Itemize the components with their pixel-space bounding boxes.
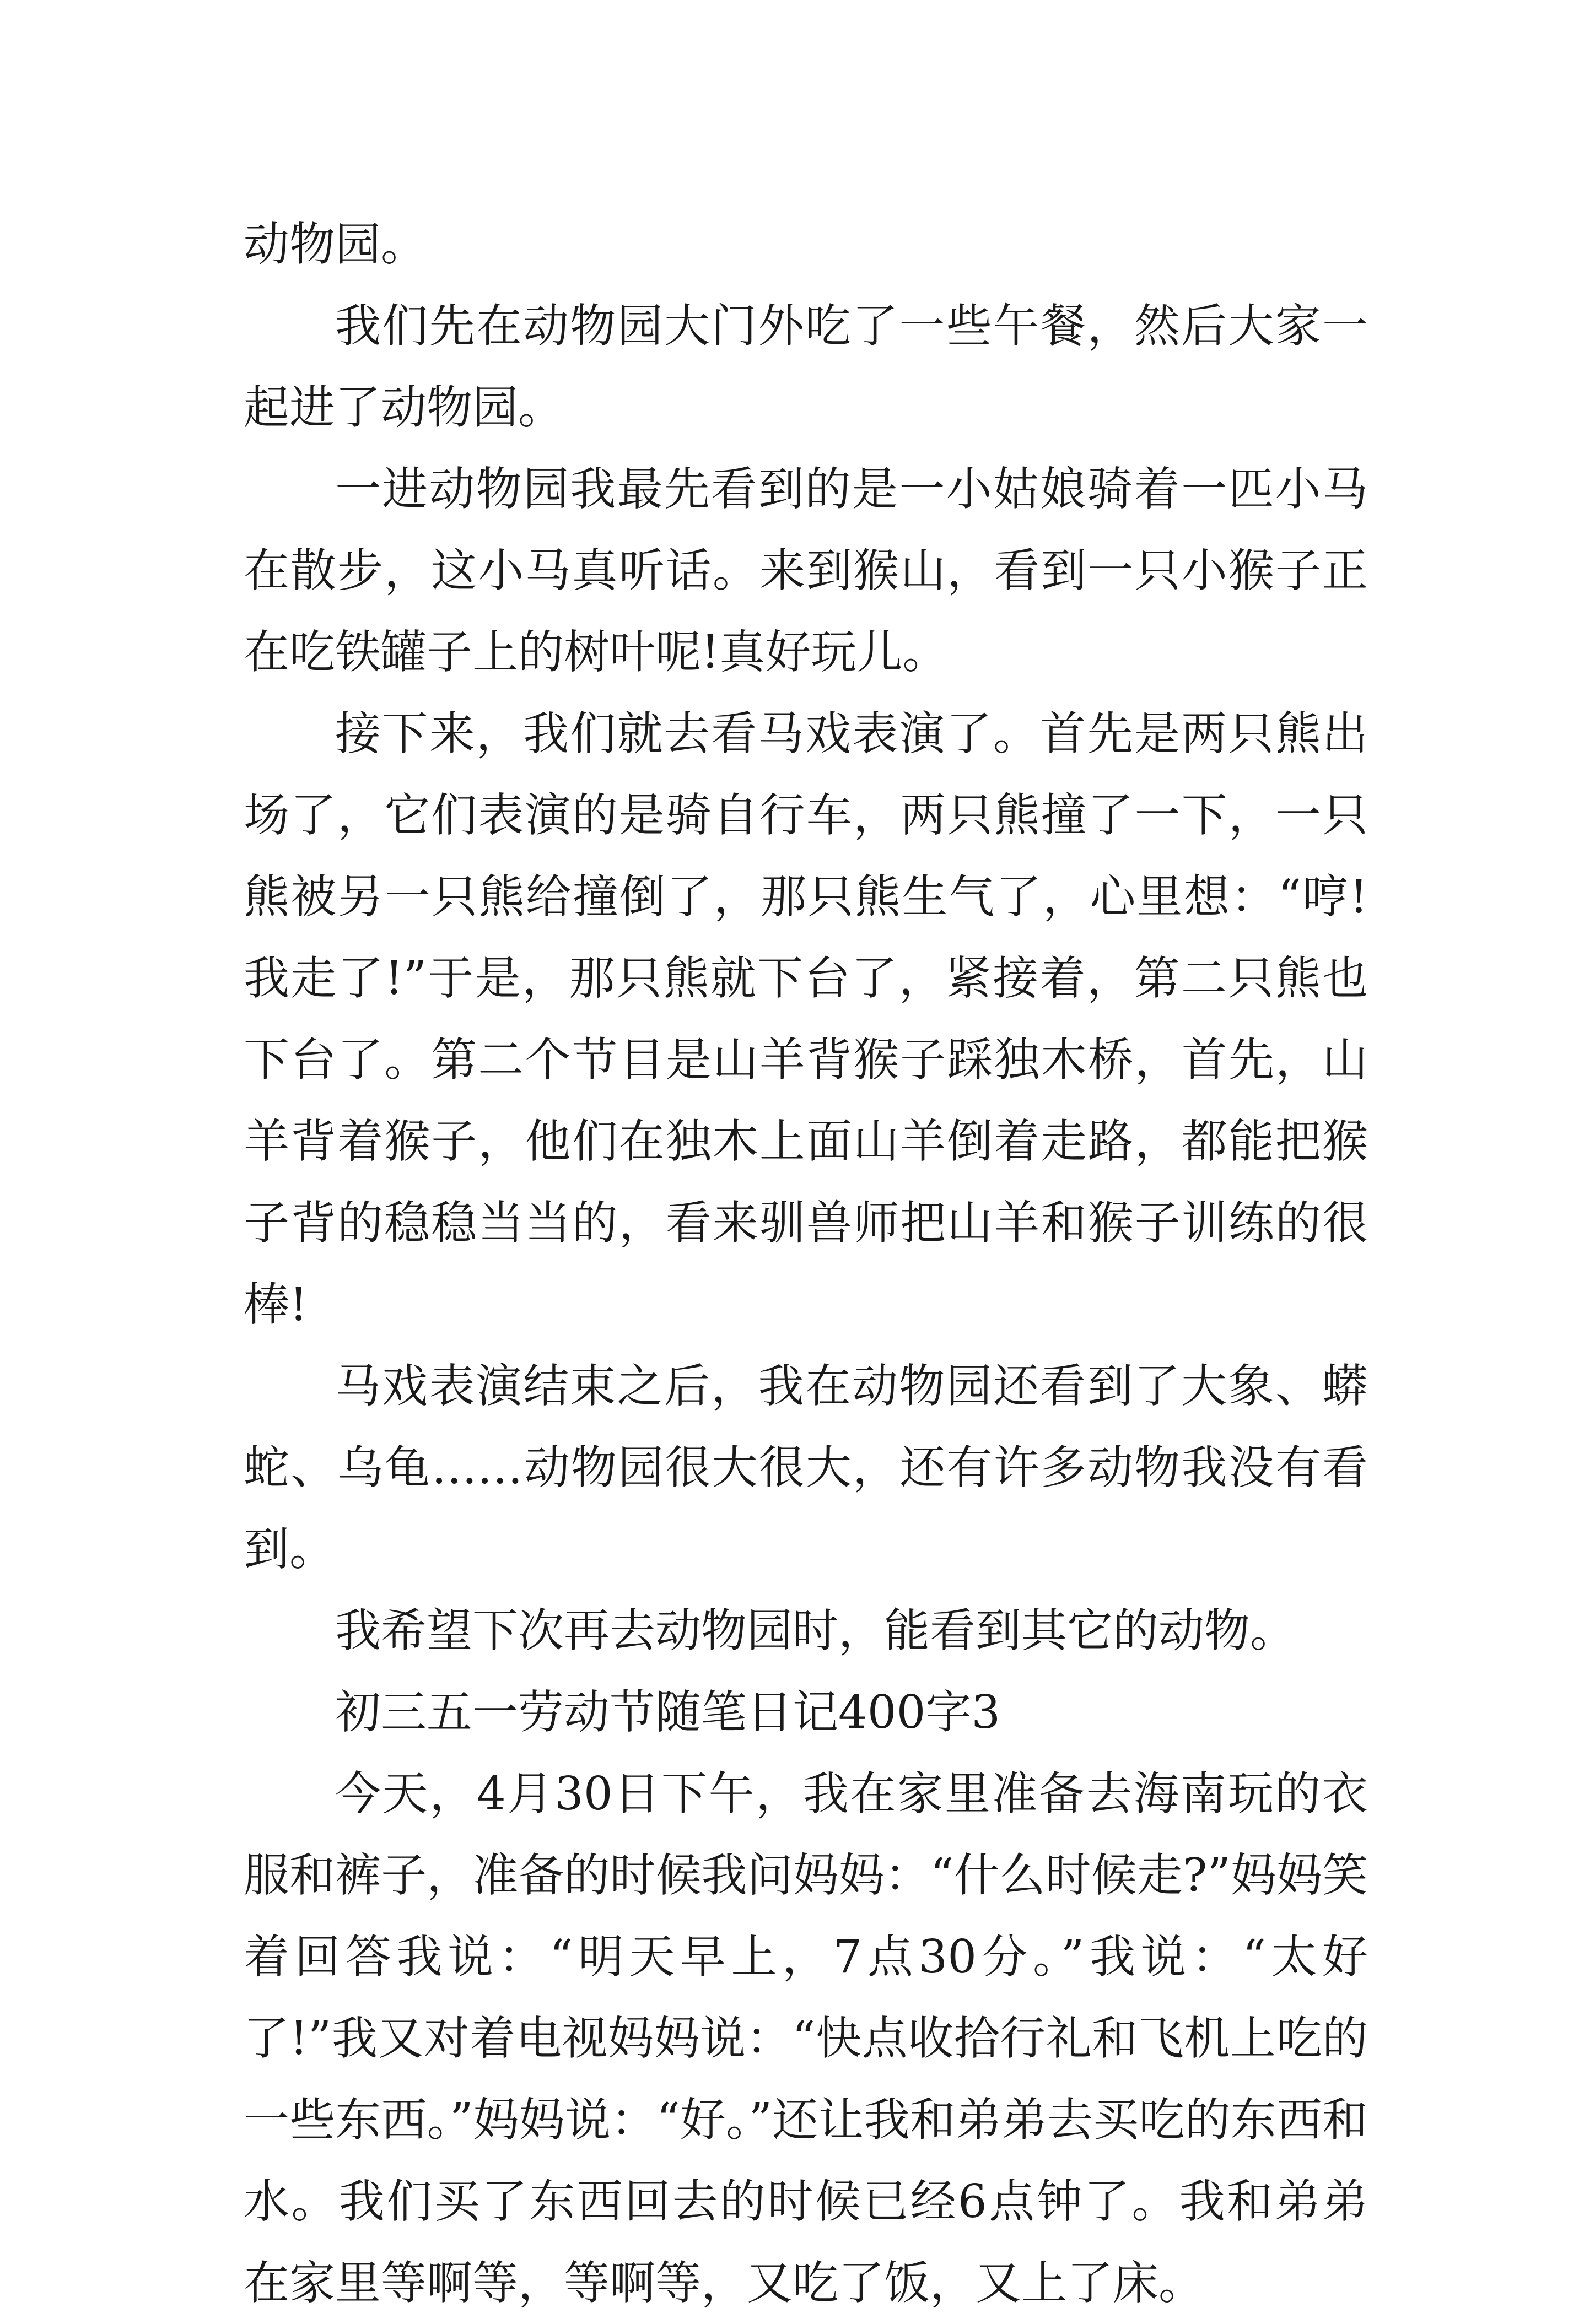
paragraph-continuation: 动物园。 <box>244 218 427 271</box>
section-heading: 初三五一劳动节随笔日记400字3 <box>335 1685 1001 1739</box>
paragraph-lunch: 我们先在动物园大门外吃了一些午餐，然后大家一起进了动物园。 <box>244 299 1368 434</box>
paragraph-hainan: 今天，4月30日下午，我在家里准备去海南玩的衣服和裤子，准备的时候我问妈妈：“什么时候走?”妈妈笑着回答我说：“明天早上，7点30分。”我说：“太好了!”我又对着电视妈妈说：“快点收拾行礼和飞机上吃的一些东西。”妈妈说：“好。”还让我和弟弟去买吃的东西和水。我们买了东西回去的时候已经6点钟了。我和弟弟在家里等啊等，等啊等，又吃了饭，又上了床。 <box>244 1767 1368 2310</box>
paragraph-after-circus: 马戏表演结束之后，我在动物园还看到了大象、蟒蛇、乌龟……动物园很大很大，还有许多动物我没有看到。 <box>244 1359 1368 1576</box>
paragraph-circus: 接下来，我们就去看马戏表演了。首先是两只熊出场了，它们表演的是骑自行车，两只熊撞了一下，一只熊被另一只熊给撞倒了，那只熊生气了，心里想：“哼!我走了!”于是，那只熊就下台了，紧接着，第二只熊也下台了。第二个节目是山羊背猴子踩独木桥，首先，山羊背着猴子，他们在独木上面山羊倒着走路，都能把猴子背的稳稳当当的，看来驯兽师把山羊和猴子训练的很棒! <box>244 707 1368 1331</box>
document-body <box>244 204 1368 2324</box>
paragraph-pony-monkey: 一进动物园我最先看到的是一小姑娘骑着一匹小马在散步，这小马真听话。来到猴山，看到一只小猴子正在吃铁罐子上的树叶呢!真好玩儿。 <box>244 462 1368 679</box>
paragraph-wish: 我希望下次再去动物园时，能看到其它的动物。 <box>335 1604 1296 1657</box>
